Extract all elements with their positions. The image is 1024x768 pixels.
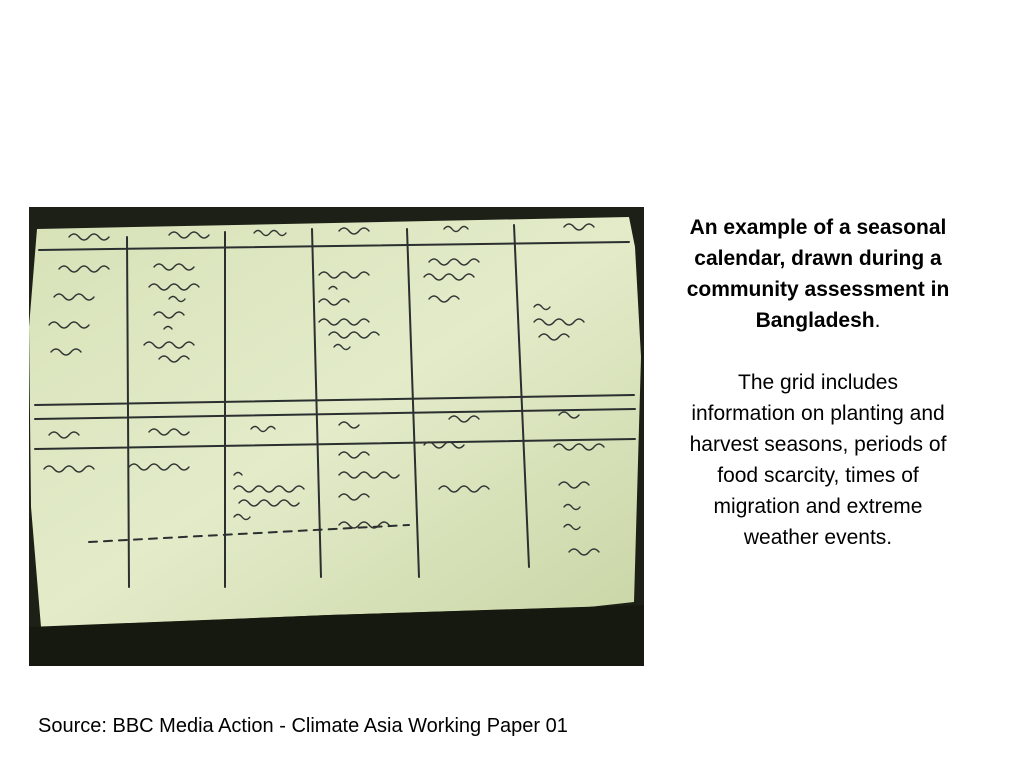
source-citation: Source: BBC Media Action - Climate Asia Working Paper 01 (38, 715, 568, 737)
caption-title-period: . (874, 309, 881, 332)
caption-description-line-1: The grid includes information on planting and harvest seasons, periods of (689, 371, 947, 456)
caption (684, 212, 952, 553)
caption-title-bold: An example of a seasonal calendar, drawn during a community assessment in Bangladesh (686, 216, 950, 332)
seasonal-calendar-drawing (29, 207, 644, 666)
caption-description (684, 367, 952, 553)
caption-description-line-2: food scarcity, times of migration and extreme weather events. (713, 464, 923, 549)
seasonal-calendar-photo (29, 207, 644, 666)
caption-title (684, 212, 952, 336)
